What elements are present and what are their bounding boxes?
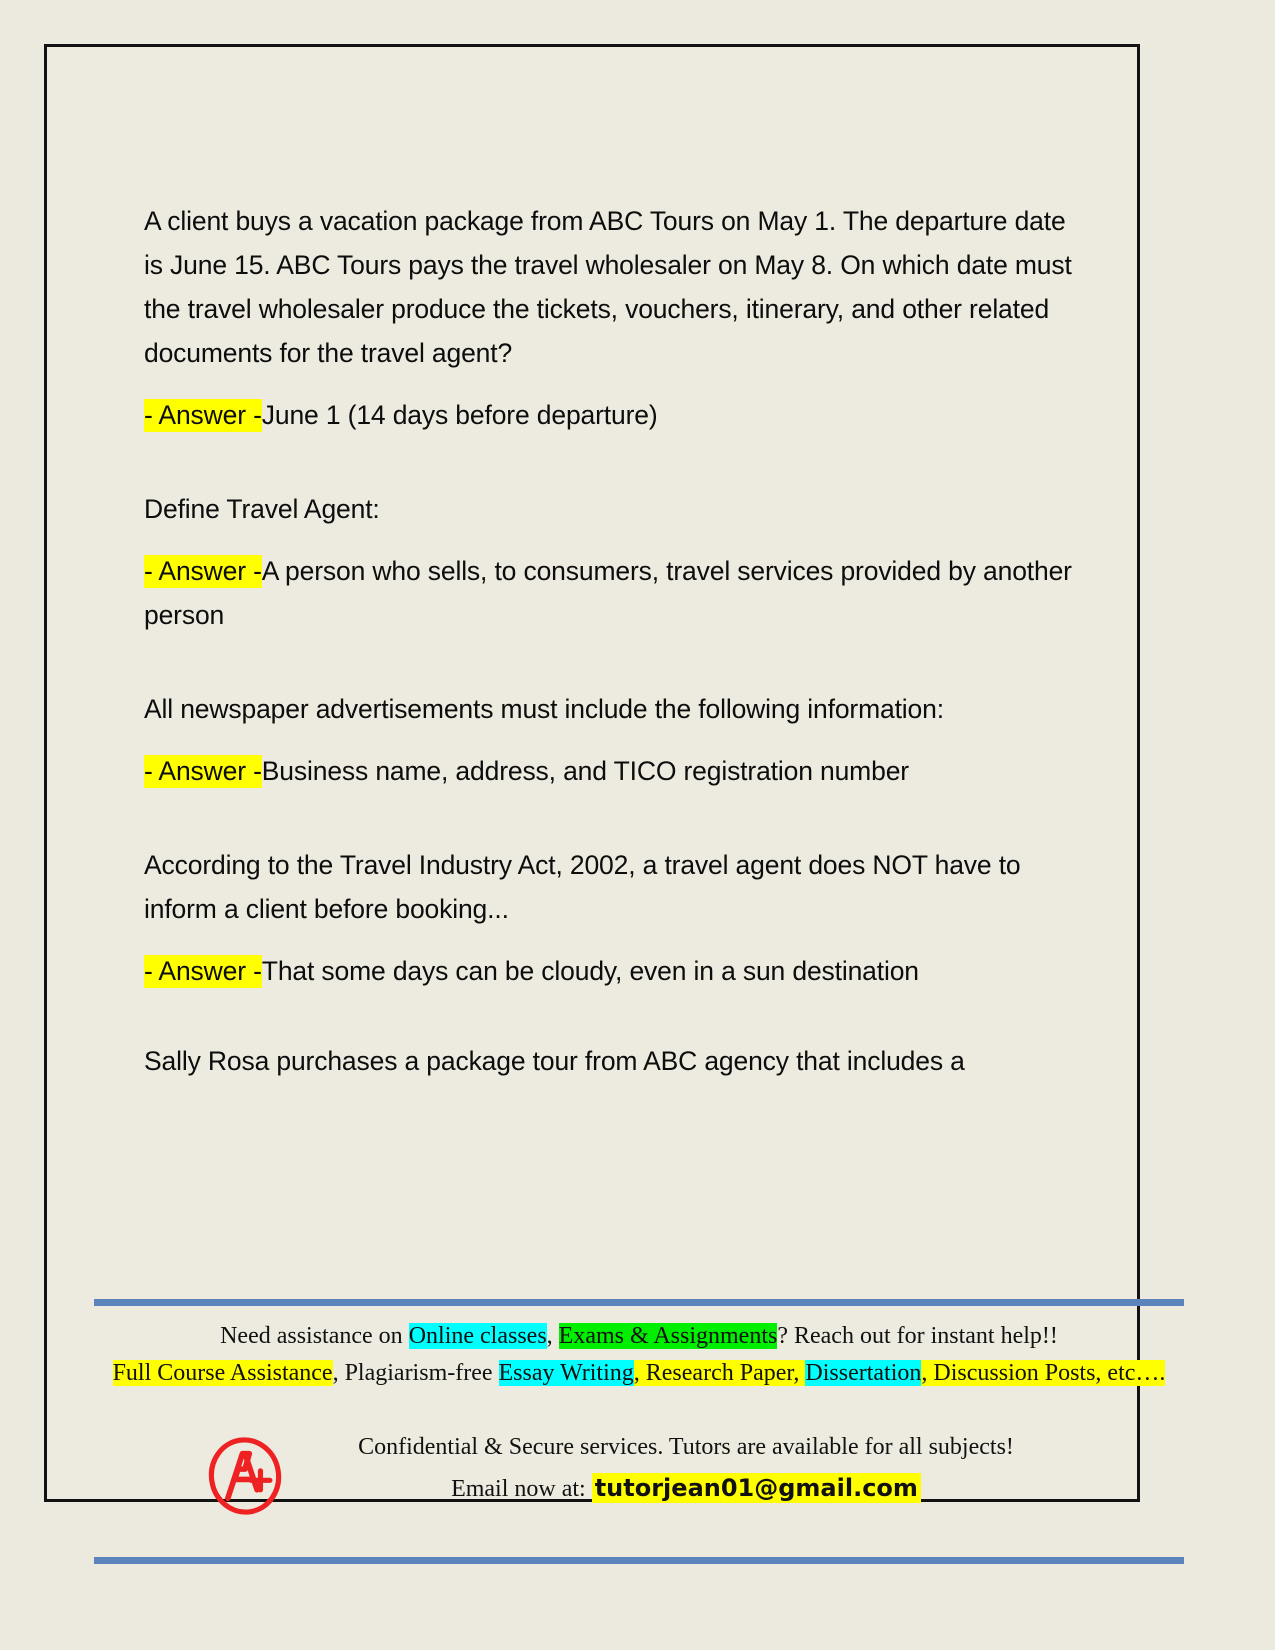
question-text: A client buys a vacation package from ABC Tours on May 1. The departure date is June 15. ABC Tours pays the travel wholesaler on May 8. On which date must the travel wholesaler produce the tickets, vouchers, itinerary, and other related documents for the travel agent?	[144, 206, 1072, 368]
promo-highlight-research-paper: , Research Paper,	[633, 1360, 806, 1386]
promo-seg: Need assistance on	[220, 1323, 409, 1349]
question-text: All newspaper advertisements must include the following information:	[144, 694, 944, 724]
promotional-footer	[94, 1299, 1184, 1564]
answer-tag: - Answer -	[144, 756, 262, 786]
promo-highlight-full-course: Full Course Assistance	[112, 1360, 333, 1386]
qa-block	[144, 843, 1084, 993]
contact-details	[248, 1427, 1184, 1510]
promo-seg: , Plagiarism-free	[332, 1360, 499, 1386]
answer-text: A person who sells, to consumers, travel services provided by another person	[144, 556, 1072, 630]
answer-tag: - Answer -	[144, 956, 262, 986]
email-line	[248, 1468, 1124, 1510]
promo-line-2	[94, 1355, 1184, 1392]
answer-line	[144, 393, 1084, 437]
answer-tag: - Answer -	[144, 556, 262, 586]
qa-block	[144, 687, 1084, 793]
contact-row	[94, 1427, 1184, 1519]
promo-seg: ,	[546, 1323, 559, 1349]
answer-line	[144, 549, 1084, 637]
answer-tag: - Answer -	[144, 400, 262, 430]
promo-highlight-dissertation: Dissertation	[805, 1360, 922, 1386]
promo-highlight-discussion-posts: , Discussion Posts, etc….	[921, 1360, 1166, 1386]
promo-highlight-exams-assignments: Exams & Assignments	[558, 1323, 778, 1349]
footer-bottom-rule	[94, 1557, 1184, 1564]
email-address[interactable]: tutorjean01@gmail.com	[592, 1473, 921, 1503]
confidential-line: Confidential & Secure services. Tutors are available for all subjects!	[358, 1434, 1014, 1460]
qa-block	[144, 487, 1084, 637]
question-text: Define Travel Agent:	[144, 494, 380, 524]
promo-seg: ? Reach out for instant help!!	[777, 1323, 1058, 1349]
email-label: Email now at:	[451, 1476, 592, 1502]
document-page	[44, 44, 1166, 1502]
promo-line-1	[94, 1318, 1184, 1355]
promo-text	[94, 1318, 1184, 1392]
answer-line	[144, 749, 1084, 793]
answer-text: That some days can be cloudy, even in a sun destination	[261, 956, 919, 986]
promo-highlight-essay-writing: Essay Writing	[498, 1360, 634, 1386]
qa-block	[144, 1039, 1084, 1083]
promo-highlight-online-classes: Online classes	[408, 1323, 547, 1349]
qa-block	[144, 199, 1084, 437]
question-text: Sally Rosa purchases a package tour from ABC agency that includes a	[144, 1046, 965, 1076]
answer-text: Business name, address, and TICO registration number	[261, 756, 909, 786]
footer-top-rule	[94, 1299, 1184, 1306]
document-content	[144, 199, 1084, 1133]
answer-line	[144, 949, 1084, 993]
question-text: According to the Travel Industry Act, 2002, a travel agent does NOT have to inform a client before booking...	[144, 850, 1021, 924]
answer-text: June 1 (14 days before departure)	[261, 400, 658, 430]
